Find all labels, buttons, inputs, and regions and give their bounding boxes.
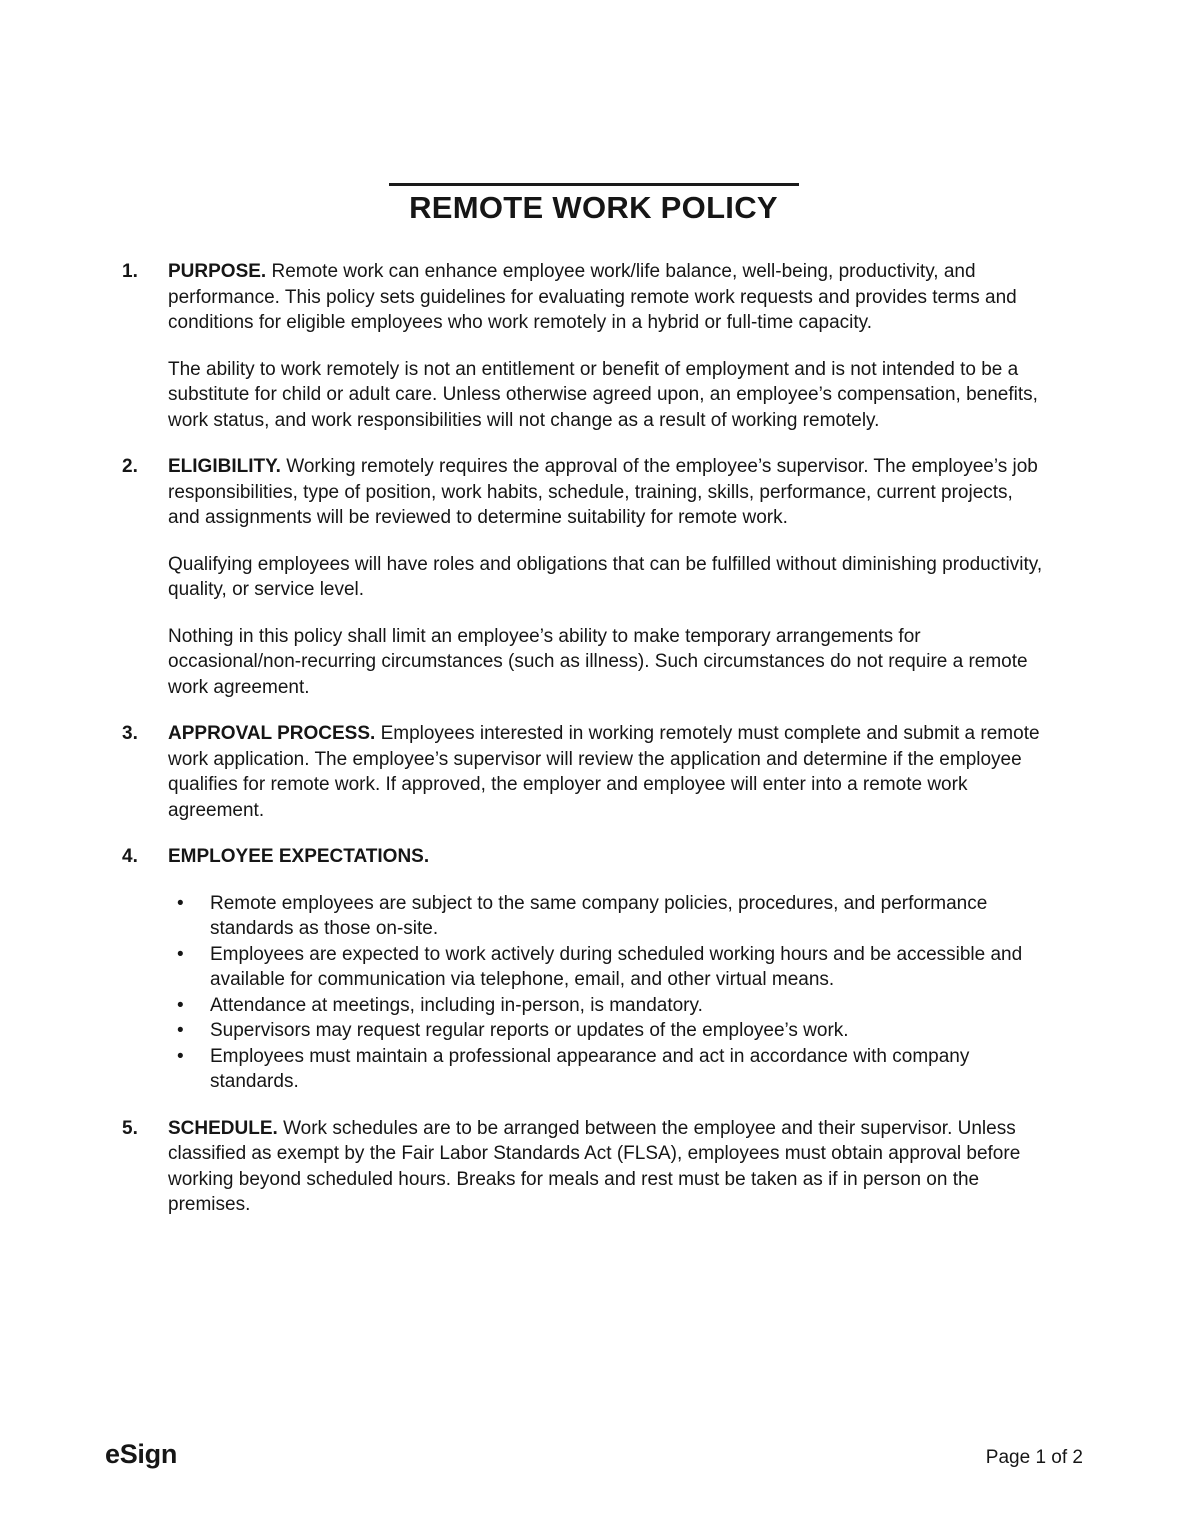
section-number: 3.	[122, 723, 138, 744]
section-body	[168, 844, 1047, 1116]
bullet-icon: •	[177, 943, 184, 965]
bullet-icon: •	[177, 994, 184, 1016]
section-heading: SCHEDULE.	[168, 1117, 278, 1139]
section-number: 1.	[122, 261, 138, 282]
section-body	[168, 259, 1047, 454]
section-purpose	[122, 259, 1047, 454]
section-heading: PURPOSE.	[168, 261, 267, 282]
section-heading: APPROVAL PROCESS.	[168, 723, 376, 744]
bullet-item	[168, 891, 1047, 942]
paragraph: Nothing in this policy shall limit an employee’s ability to make temporary arrangements for occasional/non-recurring circumstances (such as illness). Such circumstances do not require a remote work agreement.	[168, 625, 1028, 698]
document-body	[122, 259, 1047, 1239]
section-approval-process	[122, 721, 1047, 844]
footer-page-number: Page 1 of 2	[985, 1447, 1083, 1468]
bullet-item	[168, 942, 1047, 993]
section-heading-paragraph	[168, 844, 1047, 870]
section-number: 2.	[122, 456, 138, 477]
section-number: 5.	[122, 1117, 138, 1139]
section-lead-paragraph	[168, 454, 1047, 531]
bullet-text: Remote employees are subject to the same company policies, procedures, and performance standards as those on-site.	[210, 892, 988, 939]
footer-brand-logo: eSign	[105, 1439, 178, 1469]
bullet-list	[168, 891, 1047, 1095]
section-body	[168, 1116, 1047, 1239]
bullet-icon: •	[177, 1045, 184, 1067]
section-eligibility	[122, 454, 1047, 721]
section-lead-text: Remote work can enhance employee work/life balance, well-being, productivity, and performance. This policy sets guidelines for evaluating remote work requests and provides terms and conditions for eligible employees who work remotely in a hybrid or full-time capacity.	[168, 261, 1017, 333]
bullet-item	[168, 993, 1047, 1019]
bullet-text: Employees are expected to work actively during scheduled working hours and be accessible and available for communication via telephone, email, and other virtual means.	[210, 943, 1023, 990]
section-employee-expectations	[122, 844, 1047, 1116]
section-lead-paragraph	[168, 259, 1047, 336]
section-lead-text: Employees interested in working remotely must complete and submit a remote work application. The employee’s supervisor will review the application and determine if the employee qualifies for remote work. If approved, the employer and employee will enter into a remote work agreement.	[168, 723, 1040, 821]
bullet-text: Employees must maintain a professional appearance and act in accordance with company standards.	[210, 1045, 970, 1092]
section-heading: ELIGIBILITY.	[168, 456, 281, 477]
bullet-item	[168, 1018, 1047, 1044]
page-title: REMOTE WORK POLICY	[409, 190, 778, 225]
section-lead-text: Working remotely requires the approval of the employee’s supervisor. The employee’s job responsibilities, type of position, work habits, schedule, training, skills, performance, current projects, and assignments will be reviewed to determine suitability for remote work.	[168, 456, 1038, 528]
bullet-icon: •	[177, 892, 184, 914]
paragraph: The ability to work remotely is not an entitlement or benefit of employment and is not intended to be a substitute for child or adult care. Unless otherwise agreed upon, an employee’s compensation, benefits, work status, and work responsibilities will not change as a result of working remotely.	[168, 358, 1038, 431]
bullet-text: Attendance at meetings, including in-person, is mandatory.	[210, 994, 703, 1016]
paragraph: Qualifying employees will have roles and obligations that can be fulfilled without diminishing productivity, quality, or service level.	[168, 553, 1043, 600]
bullet-icon: •	[177, 1020, 184, 1041]
section-lead-paragraph	[168, 721, 1047, 823]
section-schedule	[122, 1116, 1047, 1239]
section-number: 4.	[122, 846, 138, 867]
bullet-text: Supervisors may request regular reports or updates of the employee’s work.	[210, 1020, 849, 1041]
section-body	[168, 454, 1047, 721]
section-lead-text: Work schedules are to be arranged between the employee and their supervisor. Unless classified as exempt by the Fair Labor Standards Act (FLSA), employees must obtain approval before working beyond scheduled hours. Breaks for meals and rest must be taken as if in person on the premises.	[168, 1117, 1021, 1215]
section-body	[168, 721, 1047, 844]
title-block	[389, 183, 799, 227]
section-lead-paragraph	[168, 1116, 1047, 1218]
bullet-item	[168, 1044, 1047, 1095]
section-heading: EMPLOYEE EXPECTATIONS.	[168, 846, 430, 867]
